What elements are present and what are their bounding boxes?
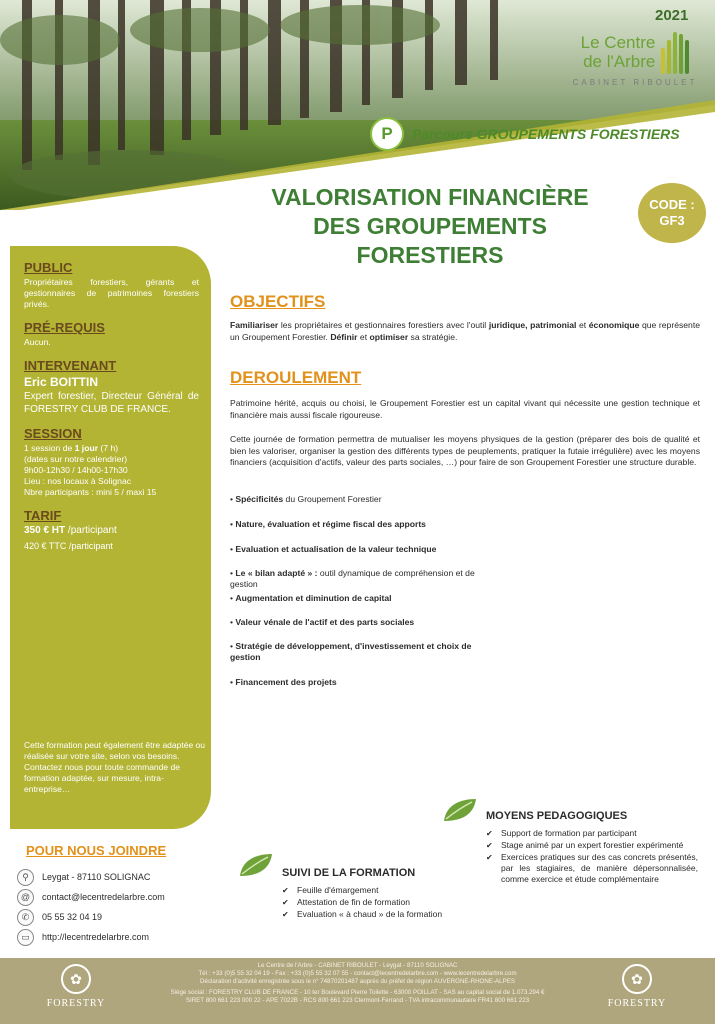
logo-cabinet: CABINET RIBOULET [572, 78, 698, 87]
parcours-label: Parcours GROUPEMENTS FORESTIERS [412, 126, 680, 142]
info-sidebar [10, 246, 211, 829]
title-line1: VALORISATION FINANCIÈRE [271, 184, 589, 210]
leaf-icon [442, 797, 478, 823]
code-value: GF3 [659, 213, 685, 228]
tree-icon: ✿ [61, 964, 91, 994]
deroulement-bullet-2: • Nature, évaluation et régime fiscal des apports [230, 519, 426, 529]
logo-line1: Le Centre [580, 33, 656, 52]
logo-line2: de l'Arbre [583, 52, 656, 71]
forestry-logo-left [44, 958, 108, 1024]
moyens-heading: MOYENS PEDAGOGIQUES [486, 810, 628, 822]
sidebar-custom-note: Cette formation peut également être adaptée ou réalisée sur votre site, selon vos besoins. Contactez nous pour toute commande de formation adaptée, sur mesure, intra-entreprise… [24, 740, 205, 794]
code-badge [638, 183, 706, 243]
tarif-ht: 350 € HT /participant [24, 525, 117, 536]
deroulement-bullet-8: • Financement des projets [230, 677, 337, 687]
suivi-list [282, 885, 462, 921]
moyens-item: ✔ Support de formation par participant [486, 828, 698, 839]
parcours-p-icon: P [370, 117, 404, 151]
contact-web[interactable]: ▭ http://lecentredelarbre.com [17, 928, 149, 946]
tarif-ttc: 420 € TTC /participant [24, 541, 113, 551]
deroulement-bullet-5: • Augmentation et diminution de capital [230, 593, 392, 603]
year-label: 2021 [655, 7, 689, 24]
contact-email[interactable]: @ contact@lecentredelarbre.com [17, 888, 165, 906]
footer [0, 958, 715, 1024]
forestry-logo-right [605, 958, 669, 1024]
deroulement-bullet-6: • Valeur vénale de l'actif et des parts sociales [230, 617, 415, 627]
moyens-list [486, 828, 698, 886]
moyens-item: ✔ Exercices pratiques sur des cas concrets présentés, par les stagiaires, de manière dépersonnalisée, comme exercice et étude complémentaire [486, 852, 698, 885]
deroulement-bullet-3: • Evaluation et actualisation de la valeur technique [230, 544, 437, 554]
session-line5: Nbre participants : mini 5 / maxi 15 [24, 487, 157, 497]
footer-legal: Le Centre de l'Arbre - CABINET RIBOULET - Leygat - 87110 SOLIGNAC Tél : +33 (0)5 55 32 04 19 - Fax : +33 (0)5 55 32 07 55 - contact@lecentredelarbre.com - www.lecentredelarbre.com Déclaration d'activité enregistrée sous le n° 74870201487 auprès du préfet de région AUVERGNE-RHONE-ALPES Siège social : FORESTRY CLUB DE FRANCE - 10 ter Boulevard Pierre Toilette - 63000 POILLAT - SAS au capital social de 1.073.294 € SIRET 800 661 223 000 22 - APE 7022B - RCS 800 661 223 Clermont-Ferrand - TVA intracommunautaire FR41 800 661 223 [170, 962, 545, 1004]
monitor-icon: ▭ [17, 929, 34, 946]
session-line2: (dates sur notre calendrier) [24, 454, 128, 464]
objectifs-text: Familiariser les propriétaires et gestionnaires forestiers avec l'outil juridique, patrimonial et économique que représente un Groupement Forestier. Définir et optimiser sa stratégie. [230, 320, 700, 342]
session-line1: 1 session de 1 jour (7 h) [24, 443, 119, 453]
contact-phone[interactable]: ✆ 05 55 32 04 19 [17, 908, 102, 926]
public-text: Propriétaires forestiers, gérants et gestionnaires de patrimoines forestiers privés. [24, 277, 199, 309]
tree-icon: ✿ [622, 964, 652, 994]
prereq-text: Aucun. [24, 337, 51, 347]
code-label: CODE : [649, 197, 695, 212]
intervenant-heading: INTERVENANT [24, 358, 117, 373]
suivi-heading: SUIVI DE LA FORMATION [282, 867, 416, 879]
page-title [230, 183, 630, 270]
suivi-item: ✔ Feuille d'émargement [282, 885, 462, 896]
tarif-heading: TARIF [24, 508, 62, 523]
centre-arbre-logo [560, 30, 710, 108]
deroulement-bullet-1: • Spécificités du Groupement Forestier [230, 494, 382, 504]
public-heading: PUBLIC [24, 260, 73, 275]
objectifs-heading: OBJECTIFS [230, 292, 326, 311]
logo-bars-icon [661, 30, 689, 74]
moyens-item: ✔ Stage animé par un expert forestier expérimenté [486, 840, 698, 851]
forestry-brand: FORESTRY [46, 998, 106, 1009]
location-icon: ⚲ [17, 869, 34, 886]
deroulement-bullet-7: • Stratégie de développement, d'investissement et choix de gestion [230, 641, 472, 662]
intervenant-name: Eric BOITTIN [24, 375, 99, 389]
parcours-banner [370, 118, 680, 150]
deroulement-para2: Cette journée de formation permettra de mutualiser les moyens physiques de la gestion (préparer des bois de qualité et bien les valoriser, organiser la gestion des différents types de peuplements, pratiquer la futaie irrégulière) avec les moyens financiers (acquisition d'actifs, valeur des parts sociales, …) pour faire de son Groupement Forestier une structure durable. [230, 434, 700, 467]
title-line3: FORESTIERS [356, 242, 504, 268]
intervenant-text: Expert forestier, Directeur Général de FORESTRY CLUB DE FRANCE. [24, 391, 199, 415]
suivi-item: ✔ Evaluation « à chaud » de la formation [282, 909, 462, 920]
contact-address: ⚲ Leygat - 87110 SOLIGNAC [17, 868, 150, 886]
title-line2: DES GROUPEMENTS [313, 213, 547, 239]
phone-icon: ✆ [17, 909, 34, 926]
contact-heading: POUR NOUS JOINDRE [26, 843, 167, 858]
leaf-icon [238, 852, 274, 878]
deroulement-heading: DEROULEMENT [230, 368, 362, 387]
suivi-item: ✔ Attestation de fin de formation [282, 897, 462, 908]
session-heading: SESSION [24, 426, 82, 441]
session-line4: Lieu : nos locaux à Solignac [24, 476, 132, 486]
prereq-heading: PRÉ-REQUIS [24, 320, 105, 335]
deroulement-bullet-4: • Le « bilan adapté » : outil dynamique de compréhension et de gestion [230, 568, 475, 589]
session-line3: 9h00-12h30 / 14h00-17h30 [24, 465, 128, 475]
forestry-brand: FORESTRY [607, 998, 667, 1009]
at-icon: @ [17, 889, 34, 906]
deroulement-para1: Patrimoine hérité, acquis ou choisi, le Groupement Forestier est un capital vivant qui nécessite une gestion technique et financière mais aussi fiscale rigoureuse. [230, 398, 700, 420]
